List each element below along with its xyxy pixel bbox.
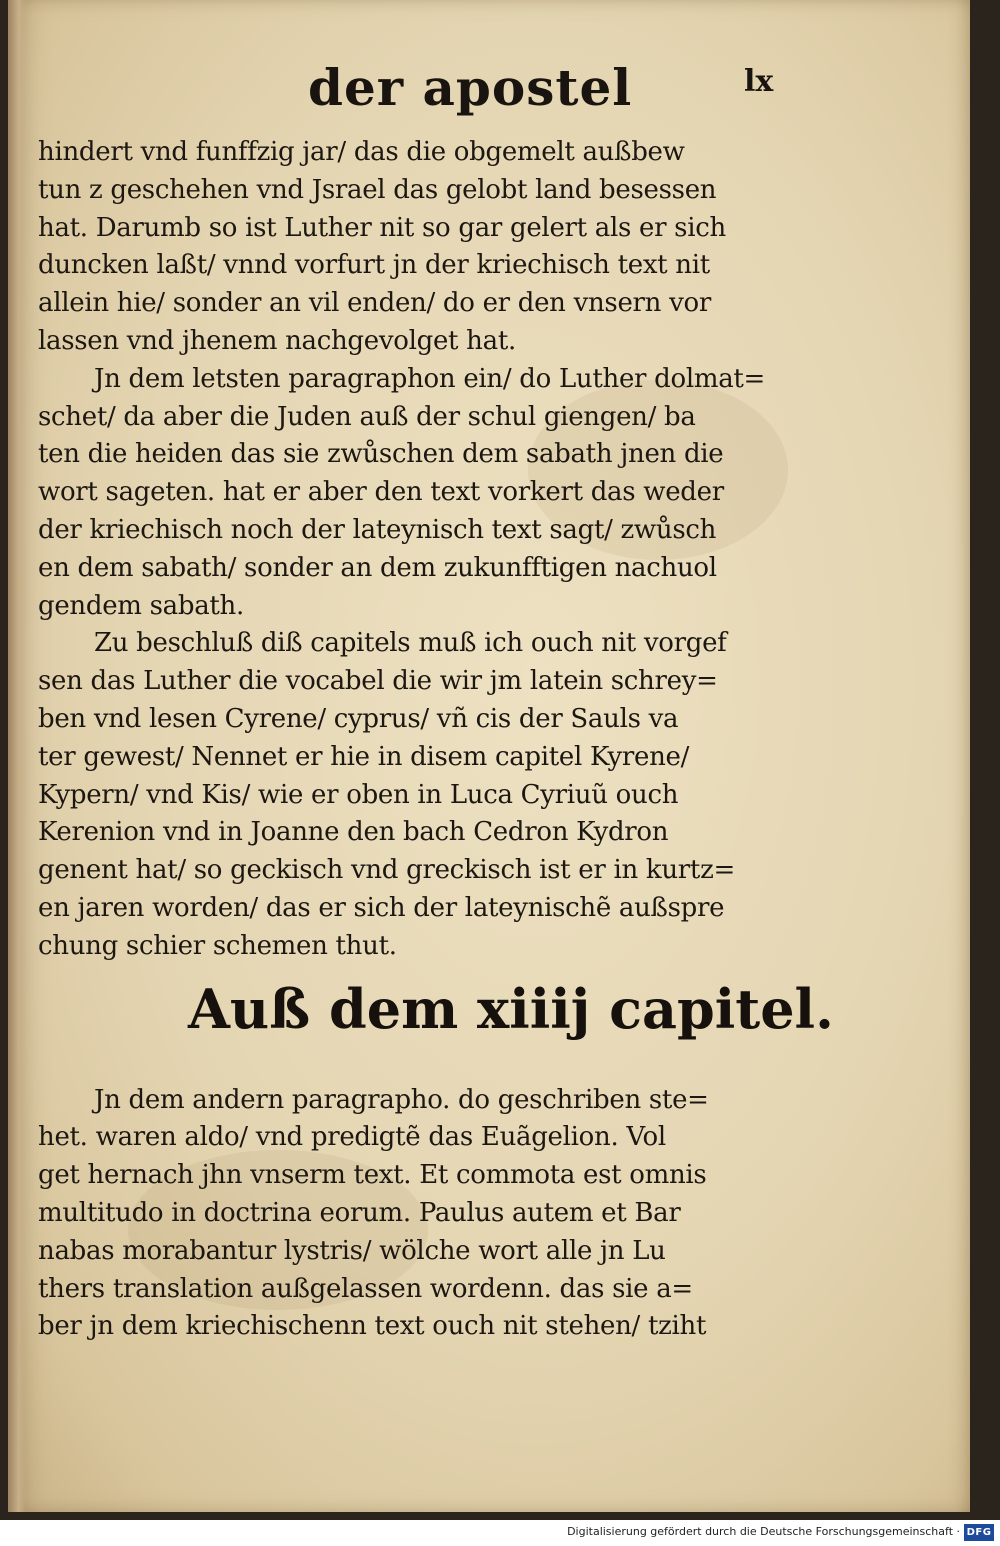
text-line: Jn dem letsten paragraphon ein/ do Luther dolmat= [94,363,766,394]
dfg-logo-icon: DFG [964,1524,994,1541]
chapter-heading: Auß dem xiiij capitel. [188,976,834,1041]
funding-credit: Digitalisierung gefördert durch die Deutsche Forschungsgemeinschaft · [567,1525,960,1538]
book-page [8,0,970,1512]
text-line: sen das Luther die vocabel die wir jm latein schrey= [38,666,718,697]
text-line: thers translation außgelassen wordenn. das sie a= [38,1273,693,1304]
text-line: hat. Darumb so ist Luther nit so gar gelert als er sich [38,212,726,243]
text-line: Kerenion vnd in Joanne den bach Cedron Kydron [38,817,669,848]
text-line: genent hat/ so geckisch vnd greckisch ist er in kurtz= [38,855,735,886]
text-line: ter gewest/ Nennet er hie in disem capitel Kyrene/ [38,741,690,772]
text-line: multitudo in doctrina eorum. Paulus autem et Bar [38,1197,681,1228]
folio-number: lx [744,64,774,99]
text-line: Kypern/ vnd Kis/ wie er oben in Luca Cyriuũ ouch [38,779,679,810]
text-line: get hernach jhn vnserm text. Et commota est omnis [38,1160,707,1191]
text-line: hindert vnd funffzig jar/ das die obgemelt außbew [38,137,685,167]
text-line: Jn dem andern paragrapho. do geschriben ste= [94,1084,709,1115]
paragraphs-after-heading [38,1082,788,1347]
page-gutter-shadow [8,0,26,1512]
text-line: tun z geschehen vnd Jsrael das gelobt land besessen [38,174,717,205]
text-line: en dem sabath/ sonder an dem zukunfftigen nachuol [38,552,717,583]
text-line: het. waren aldo/ vnd predigtẽ das Euãgelion. Vol [38,1122,666,1153]
footer-bar [0,1520,1000,1546]
text-line: chung schier schemen thut. [38,930,397,961]
text-line: duncken laßt/ vnnd vorfurt jn der kriechisch text nit [38,250,710,281]
text-line: ten die heiden das sie zwůschen dem sabath jnen die [38,439,724,470]
running-head: der apostel [308,58,633,117]
text-line: Zu beschluß diß capitels muß ich ouch nit vorgef [94,628,727,659]
text-block [38,134,834,1346]
text-line: schet/ da aber die Juden auß der schul giengen/ ba [38,401,696,432]
text-line: allein hie/ sonder an vil enden/ do er den vnsern vor [38,288,711,319]
page-header [308,58,828,128]
text-line: ber jn dem kriechischenn text ouch nit stehen/ tziht [38,1311,707,1342]
text-line: gendem sabath. [38,590,244,621]
text-line: lassen vnd jhenem nachgevolget hat. [38,325,516,356]
text-line: wort sageten. hat er aber den text vorkert das weder [38,477,724,508]
text-line: en jaren worden/ das er sich der lateynischẽ außspre [38,892,725,923]
text-line: ben vnd lesen Cyrene/ cyprus/ vñ cis der Sauls va [38,703,679,734]
paragraphs-before-heading [38,134,788,966]
text-line: der kriechisch noch der lateynisch text sagt/ zwůsch [38,514,717,545]
text-line: nabas morabantur lystris/ wölche wort alle jn Lu [38,1235,666,1266]
